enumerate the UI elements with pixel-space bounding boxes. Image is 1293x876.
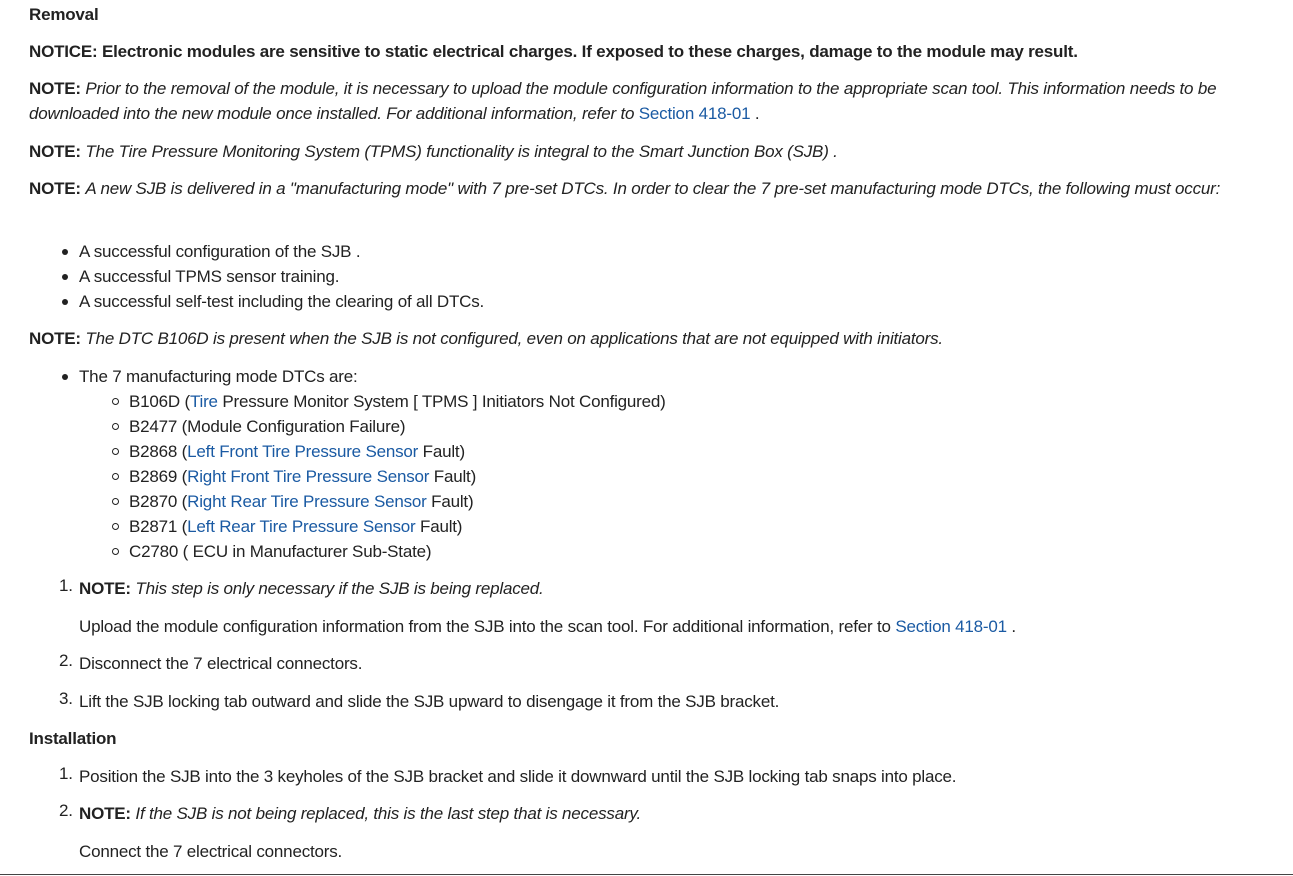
note-text: The Tire Pressure Monitoring System (TPMS) functionality is integral to the Smart Junction Box (SJB) . — [85, 142, 838, 161]
dtc-list — [79, 364, 1269, 389]
note-text: If the SJB is not being replaced, this is the last step that is necessary. — [135, 804, 641, 823]
step-note — [79, 801, 1269, 826]
note-label: NOTE: — [29, 79, 81, 98]
note-label: NOTE: — [79, 804, 131, 823]
note-text-end: . — [754, 104, 760, 123]
step-number: 2. — [59, 651, 73, 670]
step-number: 1. — [59, 764, 73, 783]
requirements-list — [79, 239, 1269, 314]
note-tpms-integral — [29, 139, 1269, 164]
dtc-item-b2477: B2477 (Module Configuration Failure) — [129, 414, 1269, 439]
list-item: A successful TPMS sensor training. — [79, 264, 1269, 289]
section-418-01-link[interactable]: Section 418-01 — [638, 104, 751, 123]
list-item: A successful configuration of the SJB . — [79, 239, 1269, 264]
removal-step-1 — [59, 576, 1269, 639]
step-text: Position the SJB into the 3 keyholes of the SJB bracket and slide it downward until the SJB locking tab snaps into place. — [79, 767, 957, 786]
step-text: Upload the module configuration information from the SJB into the scan tool. For additional information, refer to Section 418-01 . — [79, 617, 1016, 636]
note-dtc-b106d — [29, 326, 1269, 351]
removal-heading: Removal — [29, 5, 99, 24]
note-label: NOTE: — [29, 179, 81, 198]
installation-step-1 — [59, 764, 1269, 789]
bottom-divider — [0, 874, 1293, 875]
step-number: 1. — [59, 576, 73, 595]
removal-step-2 — [59, 651, 1269, 676]
step-text: Lift the SJB locking tab outward and slide the SJB upward to disengage it from the SJB bracket. — [79, 692, 780, 711]
tire-link[interactable]: Tire — [189, 392, 218, 411]
step-number: 2. — [59, 801, 73, 820]
dtc-item-b106d: B106D (Tire Pressure Monitor System [ TPMS ] Initiators Not Configured) — [129, 389, 1269, 414]
note-label: NOTE: — [29, 329, 81, 348]
note-manufacturing-mode — [29, 176, 1269, 201]
installation-heading: Installation — [29, 729, 117, 748]
step-text: Connect the 7 electrical connectors. — [79, 842, 343, 861]
dtc-item-b2869: B2869 (Right Front Tire Pressure Sensor Fault) — [129, 464, 1269, 489]
static-notice: NOTICE: Electronic modules are sensitive to static electrical charges. If exposed to these charges, damage to the module may result. — [29, 42, 1078, 61]
removal-step-3 — [59, 689, 1269, 714]
dtc-item-c2780: C2780 ( ECU in Manufacturer Sub-State) — [129, 539, 1269, 564]
note-upload-config — [29, 76, 1269, 126]
note-label: NOTE: — [79, 579, 131, 598]
note-text: The DTC B106D is present when the SJB is not configured, even on applications that are not equipped with initiators. — [85, 329, 943, 348]
section-418-01-link[interactable]: Section 418-01 — [895, 617, 1007, 636]
note-text: A new SJB is delivered in a "manufacturing mode" with 7 pre-set DTCs. In order to clear the 7 pre-set manufacturing mode DTCs, the following must occur: — [85, 179, 1221, 198]
note-text: This step is only necessary if the SJB is being replaced. — [135, 579, 544, 598]
step-number: 3. — [59, 689, 73, 708]
right-rear-sensor-link[interactable]: Right Rear Tire Pressure Sensor — [187, 492, 427, 511]
note-label: NOTE: — [29, 142, 81, 161]
note-text: Prior to the removal of the module, it is necessary to upload the module configuration information to the appropriate scan tool. This information needs to be downloaded into the new module once installed. For additional information, refer to — [29, 79, 1217, 123]
left-front-sensor-link[interactable]: Left Front Tire Pressure Sensor — [187, 442, 419, 461]
installation-step-2 — [59, 801, 1269, 864]
dtc-item-b2870: B2870 (Right Rear Tire Pressure Sensor Fault) — [129, 489, 1269, 514]
dtc-item-b2871: B2871 (Left Rear Tire Pressure Sensor Fault) — [129, 514, 1269, 539]
left-rear-sensor-link[interactable]: Left Rear Tire Pressure Sensor — [187, 517, 416, 536]
step-note — [79, 576, 1269, 601]
dtc-sublist — [129, 389, 1269, 564]
step-text: Disconnect the 7 electrical connectors. — [79, 654, 363, 673]
right-front-sensor-link[interactable]: Right Front Tire Pressure Sensor — [187, 467, 430, 486]
dtc-intro: The 7 manufacturing mode DTCs are: — [79, 364, 1269, 389]
dtc-item-b2868: B2868 (Left Front Tire Pressure Sensor Fault) — [129, 439, 1269, 464]
list-item: A successful self-test including the clearing of all DTCs. — [79, 289, 1269, 314]
